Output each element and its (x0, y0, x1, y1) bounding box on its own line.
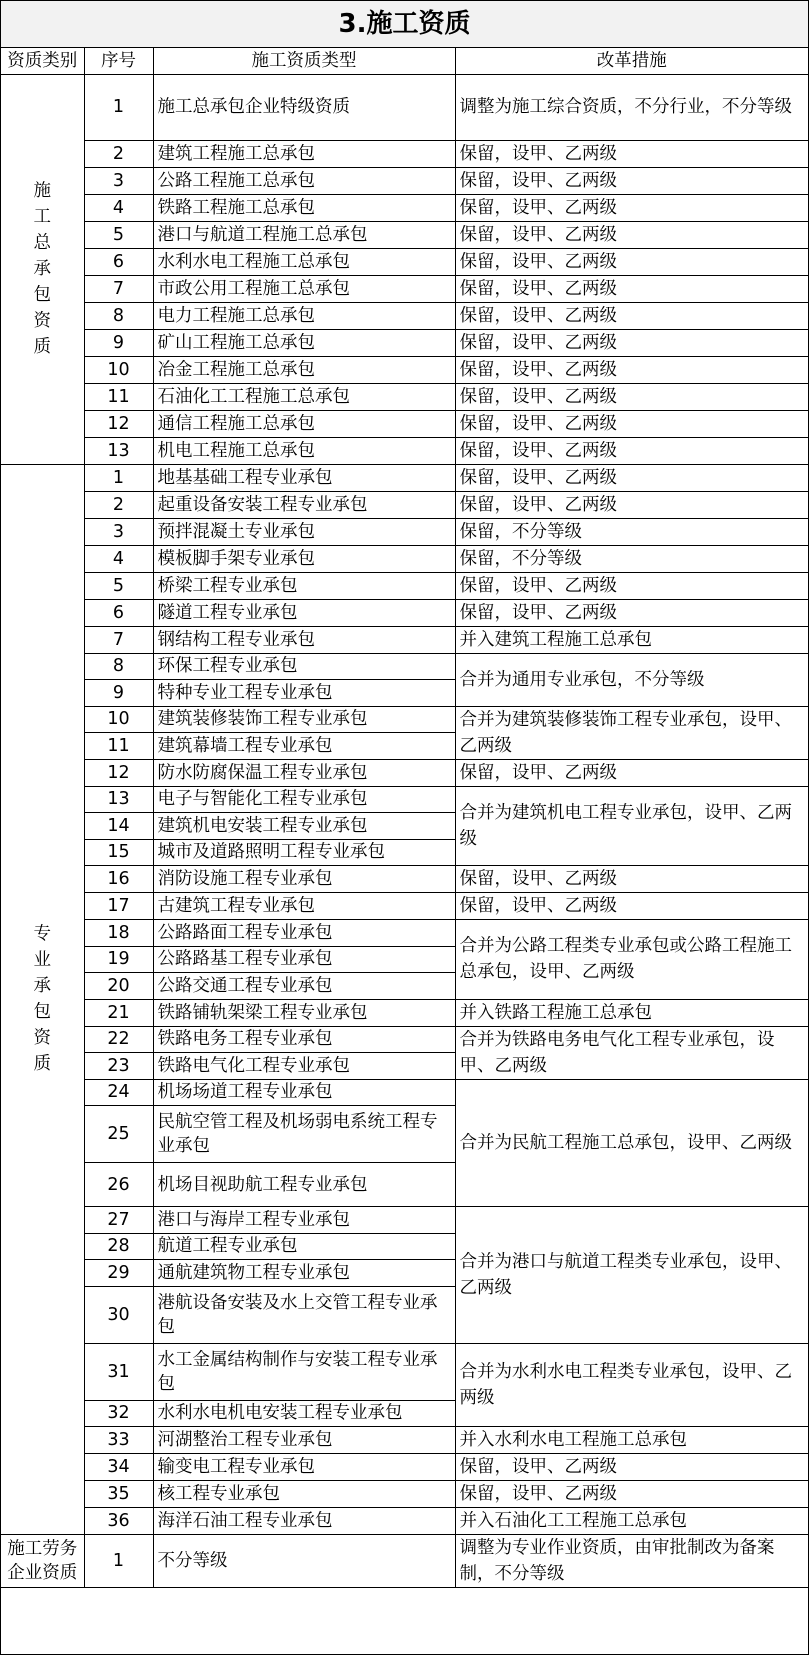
category-label: 施工总承包资质 (33, 181, 51, 357)
measure-cell: 保留，设甲、乙两级 (455, 759, 808, 786)
seq-cell: 14 (84, 813, 153, 840)
seq-cell: 8 (84, 302, 153, 329)
type-cell: 模板脚手架专业承包 (153, 545, 455, 572)
table-row (1, 759, 808, 786)
measure-cell: 保留，设甲、乙两级 (455, 221, 808, 248)
table-row (1, 1207, 808, 1234)
measure-cell: 合并为水利水电工程类专业承包，设甲、乙两级 (455, 1343, 808, 1427)
type-cell: 石油化工工程施工总承包 (153, 383, 455, 410)
category-label: 专业承包资质 (33, 924, 51, 1075)
table-row (1, 866, 808, 893)
seq-cell: 4 (84, 194, 153, 221)
type-cell: 水利水电机电安装工程专业承包 (153, 1400, 455, 1427)
table-row (1, 1079, 808, 1106)
type-cell: 港口与航道工程施工总承包 (153, 221, 455, 248)
measure-cell: 保留，设甲、乙两级 (455, 140, 808, 167)
header-seq: 序号 (84, 48, 153, 74)
type-cell: 环保工程专业承包 (153, 653, 455, 680)
seq-cell: 20 (84, 973, 153, 1000)
seq-cell: 1 (84, 74, 153, 140)
measure-cell: 保留，不分等级 (455, 545, 808, 572)
table-row (1, 1481, 808, 1508)
header-measure: 改革措施 (455, 48, 808, 74)
type-cell: 建筑幕墙工程专业承包 (153, 733, 455, 760)
seq-cell: 1 (84, 1535, 153, 1588)
table-row (1, 194, 808, 221)
measure-cell: 合并为铁路电务电气化工程专业承包，设甲、乙两级 (455, 1026, 808, 1079)
table-row (1, 1535, 808, 1588)
seq-cell: 25 (84, 1106, 153, 1163)
seq-cell: 13 (84, 437, 153, 464)
type-cell: 铁路电气化工程专业承包 (153, 1053, 455, 1080)
page-title: 3.施工资质 (1, 1, 808, 48)
table-row (1, 599, 808, 626)
category-cell (1, 74, 84, 464)
table-row (1, 383, 808, 410)
table-row (1, 437, 808, 464)
measure-cell: 保留，设甲、乙两级 (455, 866, 808, 893)
seq-cell: 3 (84, 518, 153, 545)
measure-cell: 保留，设甲、乙两级 (455, 302, 808, 329)
measure-cell: 保留，设甲、乙两级 (455, 893, 808, 920)
type-cell: 桥梁工程专业承包 (153, 572, 455, 599)
measure-cell: 保留，设甲、乙两级 (455, 167, 808, 194)
type-cell: 建筑装修装饰工程专业承包 (153, 706, 455, 733)
table-row (1, 518, 808, 545)
seq-cell: 24 (84, 1079, 153, 1106)
seq-cell: 11 (84, 733, 153, 760)
qualification-table (1, 48, 808, 1588)
seq-cell: 32 (84, 1400, 153, 1427)
seq-cell: 3 (84, 167, 153, 194)
type-cell: 水利水电工程施工总承包 (153, 248, 455, 275)
table-row (1, 653, 808, 680)
seq-cell: 23 (84, 1053, 153, 1080)
table-row (1, 706, 808, 733)
type-cell: 通航建筑物工程专业承包 (153, 1260, 455, 1287)
seq-cell: 7 (84, 275, 153, 302)
measure-cell: 合并为民航工程施工总承包，设甲、乙两级 (455, 1079, 808, 1207)
type-cell: 不分等级 (153, 1535, 455, 1588)
seq-cell: 12 (84, 410, 153, 437)
seq-cell: 6 (84, 248, 153, 275)
type-cell: 核工程专业承包 (153, 1481, 455, 1508)
table-row (1, 1427, 808, 1454)
measure-cell: 保留，设甲、乙两级 (455, 410, 808, 437)
seq-cell: 18 (84, 920, 153, 947)
type-cell: 钢结构工程专业承包 (153, 626, 455, 653)
measure-cell: 并入铁路工程施工总承包 (455, 999, 808, 1026)
header-type: 施工资质类型 (153, 48, 455, 74)
measure-cell: 并入水利水电工程施工总承包 (455, 1427, 808, 1454)
seq-cell: 2 (84, 140, 153, 167)
type-cell: 古建筑工程专业承包 (153, 893, 455, 920)
measure-cell: 合并为建筑机电工程专业承包，设甲、乙两级 (455, 786, 808, 866)
seq-cell: 2 (84, 491, 153, 518)
table-row (1, 140, 808, 167)
type-cell: 港口与海岸工程专业承包 (153, 1207, 455, 1234)
type-cell: 河湖整治工程专业承包 (153, 1427, 455, 1454)
seq-cell: 7 (84, 626, 153, 653)
measure-cell: 保留，设甲、乙两级 (455, 1481, 808, 1508)
table-row (1, 1026, 808, 1053)
type-cell: 市政公用工程施工总承包 (153, 275, 455, 302)
table-row (1, 920, 808, 947)
type-cell: 水工金属结构制作与安装工程专业承包 (153, 1343, 455, 1400)
seq-cell: 5 (84, 221, 153, 248)
seq-cell: 11 (84, 383, 153, 410)
table-row (1, 1454, 808, 1481)
seq-cell: 12 (84, 759, 153, 786)
table-row (1, 221, 808, 248)
category-label-line: 企业资质 (7, 1563, 78, 1583)
type-cell: 防水防腐保温工程专业承包 (153, 759, 455, 786)
type-cell: 航道工程专业承包 (153, 1233, 455, 1260)
table-row (1, 572, 808, 599)
type-cell: 地基基础工程专业承包 (153, 464, 455, 491)
measure-cell: 保留，设甲、乙两级 (455, 491, 808, 518)
type-cell: 铁路铺轨架梁工程专业承包 (153, 999, 455, 1026)
seq-cell: 36 (84, 1508, 153, 1535)
seq-cell: 22 (84, 1026, 153, 1053)
measure-cell: 保留，设甲、乙两级 (455, 572, 808, 599)
measure-cell: 保留，设甲、乙两级 (455, 1454, 808, 1481)
type-cell: 矿山工程施工总承包 (153, 329, 455, 356)
seq-cell: 9 (84, 680, 153, 707)
type-cell: 消防设施工程专业承包 (153, 866, 455, 893)
seq-cell: 27 (84, 1207, 153, 1234)
seq-cell: 10 (84, 706, 153, 733)
table-row (1, 74, 808, 140)
table-row (1, 786, 808, 813)
category-cell (1, 1535, 84, 1588)
type-cell: 通信工程施工总承包 (153, 410, 455, 437)
seq-cell: 5 (84, 572, 153, 599)
type-cell: 隧道工程专业承包 (153, 599, 455, 626)
type-cell: 公路工程施工总承包 (153, 167, 455, 194)
category-label-line: 施工劳务 (7, 1539, 78, 1559)
seq-cell: 17 (84, 893, 153, 920)
table-row (1, 626, 808, 653)
table-row (1, 275, 808, 302)
table-row (1, 491, 808, 518)
seq-cell: 4 (84, 545, 153, 572)
type-cell: 铁路电务工程专业承包 (153, 1026, 455, 1053)
type-cell: 冶金工程施工总承包 (153, 356, 455, 383)
type-cell: 电力工程施工总承包 (153, 302, 455, 329)
seq-cell: 6 (84, 599, 153, 626)
type-cell: 民航空管工程及机场弱电系统工程专业承包 (153, 1106, 455, 1163)
seq-cell: 10 (84, 356, 153, 383)
measure-cell: 并入建筑工程施工总承包 (455, 626, 808, 653)
measure-cell: 合并为通用专业承包，不分等级 (455, 653, 808, 706)
header-row (1, 48, 808, 74)
seq-cell: 30 (84, 1286, 153, 1343)
measure-cell: 保留，设甲、乙两级 (455, 383, 808, 410)
table-row (1, 329, 808, 356)
table-row (1, 1343, 808, 1400)
measure-cell: 调整为施工综合资质，不分行业，不分等级 (455, 74, 808, 140)
table-row (1, 999, 808, 1026)
type-cell: 港航设备安装及水上交管工程专业承包 (153, 1286, 455, 1343)
seq-cell: 29 (84, 1260, 153, 1287)
measure-cell: 并入石油化工工程施工总承包 (455, 1508, 808, 1535)
type-cell: 公路路基工程专业承包 (153, 946, 455, 973)
measure-cell: 保留，设甲、乙两级 (455, 329, 808, 356)
table-row (1, 302, 808, 329)
measure-cell: 保留，设甲、乙两级 (455, 275, 808, 302)
type-cell: 城市及道路照明工程专业承包 (153, 839, 455, 866)
table-row (1, 545, 808, 572)
type-cell: 铁路工程施工总承包 (153, 194, 455, 221)
seq-cell: 31 (84, 1343, 153, 1400)
type-cell: 机电工程施工总承包 (153, 437, 455, 464)
seq-cell: 33 (84, 1427, 153, 1454)
seq-cell: 8 (84, 653, 153, 680)
seq-cell: 13 (84, 786, 153, 813)
table-row (1, 1508, 808, 1535)
measure-cell: 保留，设甲、乙两级 (455, 356, 808, 383)
seq-cell: 9 (84, 329, 153, 356)
type-cell: 机场场道工程专业承包 (153, 1079, 455, 1106)
measure-cell: 合并为公路工程类专业承包或公路工程施工总承包，设甲、乙两级 (455, 920, 808, 1000)
type-cell: 机场目视助航工程专业承包 (153, 1163, 455, 1207)
measure-cell: 保留，设甲、乙两级 (455, 248, 808, 275)
measure-cell: 调整为专业作业资质，由审批制改为备案制，不分等级 (455, 1535, 808, 1588)
measure-cell: 保留，设甲、乙两级 (455, 464, 808, 491)
seq-cell: 16 (84, 866, 153, 893)
type-cell: 公路路面工程专业承包 (153, 920, 455, 947)
type-cell: 电子与智能化工程专业承包 (153, 786, 455, 813)
type-cell: 公路交通工程专业承包 (153, 973, 455, 1000)
measure-cell: 保留，设甲、乙两级 (455, 599, 808, 626)
seq-cell: 15 (84, 839, 153, 866)
table-row (1, 167, 808, 194)
measure-cell: 合并为港口与航道工程类专业承包，设甲、乙两级 (455, 1207, 808, 1344)
type-cell: 建筑工程施工总承包 (153, 140, 455, 167)
table-row (1, 410, 808, 437)
table-row (1, 893, 808, 920)
type-cell: 特种专业工程专业承包 (153, 680, 455, 707)
type-cell: 起重设备安装工程专业承包 (153, 491, 455, 518)
category-cell (1, 464, 84, 1535)
type-cell: 施工总承包企业特级资质 (153, 74, 455, 140)
seq-cell: 28 (84, 1233, 153, 1260)
seq-cell: 34 (84, 1454, 153, 1481)
table-row (1, 464, 808, 491)
seq-cell: 1 (84, 464, 153, 491)
seq-cell: 21 (84, 999, 153, 1026)
seq-cell: 26 (84, 1163, 153, 1207)
measure-cell: 保留，设甲、乙两级 (455, 437, 808, 464)
measure-cell: 保留，设甲、乙两级 (455, 194, 808, 221)
type-cell: 建筑机电安装工程专业承包 (153, 813, 455, 840)
type-cell: 预拌混凝土专业承包 (153, 518, 455, 545)
type-cell: 输变电工程专业承包 (153, 1454, 455, 1481)
seq-cell: 19 (84, 946, 153, 973)
table-row (1, 356, 808, 383)
measure-cell: 保留，不分等级 (455, 518, 808, 545)
table-row (1, 248, 808, 275)
seq-cell: 35 (84, 1481, 153, 1508)
header-category: 资质类别 (1, 48, 84, 74)
measure-cell: 合并为建筑装修装饰工程专业承包，设甲、乙两级 (455, 706, 808, 759)
type-cell: 海洋石油工程专业承包 (153, 1508, 455, 1535)
